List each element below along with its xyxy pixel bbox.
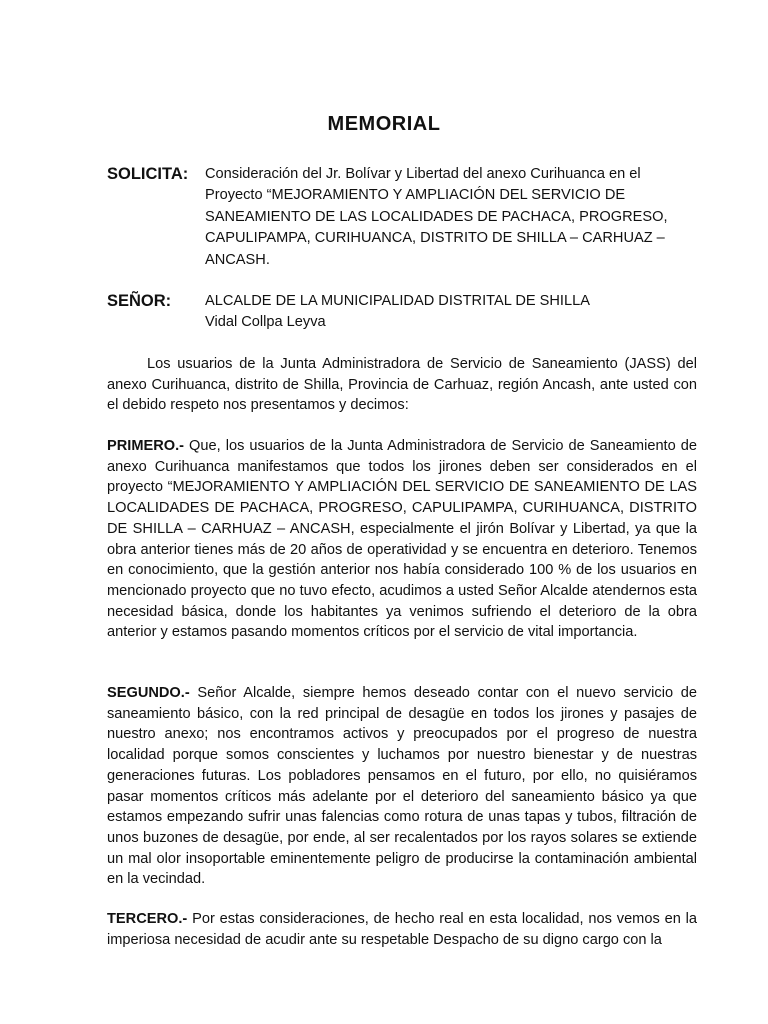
- senor-text: [205, 291, 697, 334]
- tercero-paragraph: [107, 909, 697, 950]
- senor-label: SEÑOR:: [107, 292, 172, 310]
- primero-text: Que, los usuarios de la Junta Administradora de Servicio de Saneamiento de anexo Curihuanca manifestamos que todos los jirones deben ser considerados en el proyecto “MEJORAMIENTO Y AMPLIACIÓN DEL SERVICIO DE SANEAMIENTO DE LAS LOCALIDADES DE PACHACA, PROGRESO, CAPULIPAMPA, CURIHUANCA, DISTRITO DE SHILLA – CARHUAZ – ANCASH, especialmente el jirón Bolívar y Libertad, ya que la obra anterior tienes más de 20 años de operatividad y se encuentra en deterioro. Tenemos en conocimiento, que la gestión anterior nos había considerado 100 % de los usuarios en mencionado proyecto que no tuvo efecto, acudimos a usted Señor Alcalde atendernos esta necesidad básica, donde los habitantes ya venimos sufriendo el deterioro de la obra anterior y estamos pasando momentos críticos por el servicio de vital importancia.: [107, 438, 697, 641]
- solicita-label: SOLICITA:: [107, 165, 189, 183]
- tercero-text: Por estas consideraciones, de hecho real en esta localidad, nos vemos en la imperiosa necesidad de acudir ante su respetable Despacho de su digno cargo con la: [107, 911, 697, 948]
- solicita-line: Proyecto “MEJORAMIENTO Y AMPLIACIÓN DEL SERVICIO DE: [205, 187, 626, 204]
- tercero-label: TERCERO.-: [107, 911, 188, 927]
- primero-label: PRIMERO.-: [107, 438, 185, 454]
- solicita-line: CAPULIPAMPA, CURIHUANCA, DISTRITO DE SHILLA – CARHUAZ –: [205, 230, 665, 247]
- segundo-text: Señor Alcalde, siempre hemos deseado contar con el nuevo servicio de saneamiento básico, con la red principal de desagüe en todos los jirones y pasajes de nuestro anexo; nos encontramos activos y preocupados por el progreso de nuestra localidad porque somos conscientes y luchamos por nuestro bienestar y de nuestras generaciones futuras. Los pobladores pensamos en el futuro, por ello, no quisiéramos pasar momentos críticos más adelante por el deterioro del saneamiento básico ya que estamos empezando sufrir unas falencias como rotura de unas tapas y tubos, filtración de unos buzones de desagüe, por ende, al ser recalentados por los rayos solares se extiende un mal olor insoportable eminentemente peligro de producirse la contaminación ambiental en la vecindad.: [107, 685, 697, 888]
- primero-paragraph: [107, 436, 697, 643]
- solicita-line: ANCASH.: [205, 251, 270, 268]
- document-title: MEMORIAL: [327, 113, 441, 135]
- senor-line: Vidal Collpa Leyva: [205, 314, 326, 331]
- solicita-text: [205, 164, 697, 271]
- solicita-line: Consideración del Jr. Bolívar y Libertad del anexo Curihuanca en el: [205, 166, 641, 182]
- segundo-paragraph: [107, 683, 697, 890]
- intro-paragraph: Los usuarios de la Junta Administradora de Servicio de Saneamiento (JASS) del anexo Curihuanca, distrito de Shilla, Provincia de Carhuaz, región Ancash, ante usted con el debido respeto nos presentamos y decimos:: [107, 356, 697, 414]
- senor-line: ALCALDE DE LA MUNICIPALIDAD DISTRITAL DE SHILLA: [205, 293, 590, 309]
- segundo-label: SEGUNDO.-: [107, 685, 190, 701]
- solicita-line: SANEAMIENTO DE LAS LOCALIDADES DE PACHACA, PROGRESO,: [205, 208, 668, 225]
